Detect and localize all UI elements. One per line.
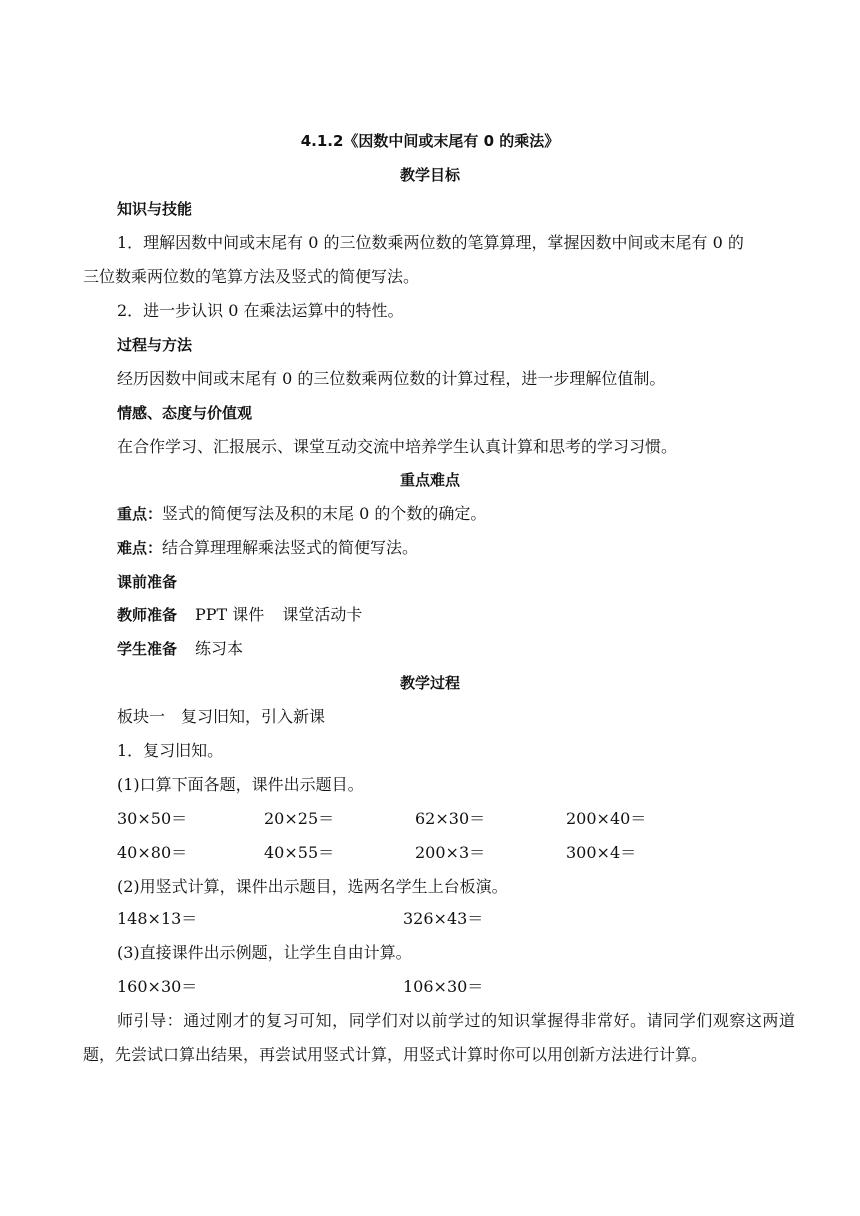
key-point bbox=[117, 504, 486, 524]
knowledge-item-2: 2．进一步认识 0 在乘法运算中的特性。 bbox=[117, 301, 404, 320]
oral-problem: 40×55＝ bbox=[264, 843, 335, 862]
key-points-heading: 重点难点 bbox=[399, 471, 460, 489]
written-problem: 326×43＝ bbox=[403, 909, 484, 928]
difficult-point-label: 难点： bbox=[117, 539, 163, 557]
process-heading: 教学过程 bbox=[399, 674, 460, 692]
difficult-point bbox=[117, 538, 418, 558]
teacher-prep-label: 教师准备 bbox=[117, 606, 178, 624]
lesson-title: 4.1.2《因数中间或末尾有 0 的乘法》 bbox=[300, 132, 560, 150]
knowledge-heading: 知识与技能 bbox=[117, 200, 193, 218]
oral-problem: 200×3＝ bbox=[415, 843, 486, 862]
process-method-text: 经历因数中间或末尾有 0 的三位数乘两位数的计算过程，进一步理解位值制。 bbox=[117, 369, 666, 388]
oral-problem: 62×30＝ bbox=[415, 809, 486, 828]
key-point-text: 竖式的简便写法及积的末尾 0 的个数的确定。 bbox=[162, 504, 487, 523]
knowledge-item-1: 1．理解因数中间或末尾有 0 的三位数乘两位数的笔算算理，掌握因数中间或末尾有 0 的 bbox=[117, 233, 744, 252]
prep-heading: 课前准备 bbox=[117, 573, 178, 591]
teacher-guide-paragraph: 师引导：通过刚才的复习可知，同学们对以前学过的知识掌握得非常好。请同学们观察这两道题，先尝试口算出结果，再尝试用竖式计算，用竖式计算时你可以用创新方法进行计算。 bbox=[83, 1011, 795, 1064]
student-prep-item: 练习本 bbox=[195, 639, 244, 658]
key-point-label: 重点： bbox=[117, 505, 163, 523]
teacher-prep-item: 课堂活动卡 bbox=[282, 605, 363, 624]
question-3: (3)直接课件出示例题，让学生自由计算。 bbox=[117, 943, 412, 962]
example-problem: 106×30＝ bbox=[403, 977, 484, 996]
written-problem: 148×13＝ bbox=[117, 909, 198, 928]
process-method-heading: 过程与方法 bbox=[117, 336, 193, 354]
objectives-heading: 教学目标 bbox=[399, 166, 460, 184]
student-prep-label: 学生准备 bbox=[117, 640, 178, 658]
difficult-point-text: 结合算理理解乘法竖式的简便写法。 bbox=[162, 538, 419, 557]
oral-problem: 40×80＝ bbox=[117, 843, 188, 862]
emotion-text: 在合作学习、汇报展示、课堂互动交流中培养学生认真计算和思考的学习习惯。 bbox=[117, 437, 678, 456]
question-2: (2)用竖式计算，课件出示题目，选两名学生上台板演。 bbox=[117, 877, 508, 896]
emotion-heading: 情感、态度与价值观 bbox=[117, 404, 253, 422]
step-1: 1．复习旧知。 bbox=[117, 741, 224, 760]
knowledge-item-1-continued: 三位数乘两位数的笔算方法及竖式的简便写法。 bbox=[83, 267, 420, 286]
oral-problem: 300×4＝ bbox=[566, 843, 637, 862]
oral-problem: 30×50＝ bbox=[117, 809, 188, 828]
example-problem: 160×30＝ bbox=[117, 977, 198, 996]
teacher-prep bbox=[117, 605, 362, 625]
student-prep bbox=[117, 639, 243, 659]
oral-problem: 20×25＝ bbox=[264, 809, 335, 828]
block-1-title: 板块一 复习旧知，引入新课 bbox=[117, 707, 326, 726]
question-1: (1)口算下面各题，课件出示题目。 bbox=[117, 775, 364, 794]
oral-problem: 200×40＝ bbox=[566, 809, 647, 828]
teacher-prep-item: PPT 课件 bbox=[195, 605, 265, 624]
